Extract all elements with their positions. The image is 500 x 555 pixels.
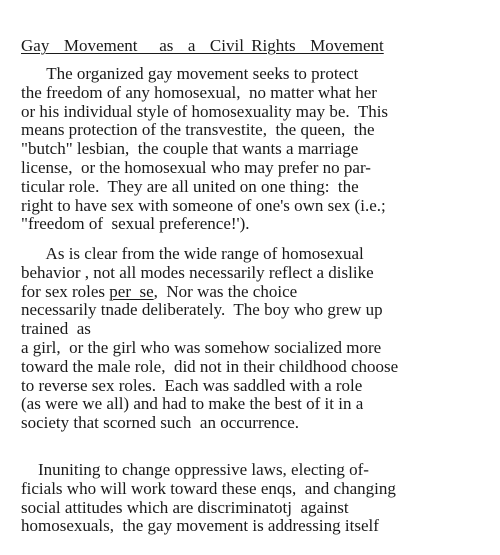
text-line: ficials who will work toward these enqs, and changing: [21, 478, 396, 498]
document-title: Gay Movement as a Civil Rights Movement: [21, 36, 384, 55]
text-line: social attitudes which are discriminatotj against: [21, 497, 349, 517]
paragraph-3: [21, 461, 396, 536]
text-line: Inuniting to change oppressive laws, electing of-: [21, 460, 369, 479]
text-line: behavior , not all modes necessarily reflect a dislike: [21, 262, 374, 282]
text-line: necessarily tnade deliberately. The boy who grew up: [21, 300, 383, 320]
text-line: a girl, or the girl who was somehow socialized more: [21, 337, 382, 357]
paragraph-2: [21, 245, 398, 433]
paragraph-1: [21, 65, 388, 234]
text-line: "freedom of sexual preference!').: [21, 214, 250, 234]
text-line: to reverse sex roles. Each was saddled with a role: [21, 375, 363, 395]
text-line: homosexuals, the gay movement is addressing itself: [21, 516, 379, 536]
text-line: (as were we all) and had to make the best of it in a: [21, 394, 364, 414]
text-line: or his individual style of homosexuality may be. This: [21, 101, 389, 121]
text-line: ticular role. They are all united on one thing: the: [21, 176, 359, 196]
text-line: license, or the homosexual who may prefer no par-: [21, 157, 371, 177]
text-line: right to have sex with someone of one's own sex (i.e.;: [21, 195, 386, 215]
text-line: "butch" lesbian, the couple that wants a marriage: [21, 139, 359, 159]
text-line: means protection of the transvestite, the queen, the: [21, 120, 375, 140]
text-line: toward the male role, did not in their childhood choose: [21, 356, 399, 376]
text-line: trained as: [21, 319, 91, 339]
text-segment: for sex roles: [21, 281, 110, 301]
text-line: As is clear from the wide range of homosexual: [21, 244, 364, 263]
text-line-with-emphasis: [21, 283, 398, 302]
text-line: the freedom of any homosexual, no matter what her: [21, 82, 377, 102]
text-line: The organized gay movement seeks to protect: [21, 64, 359, 83]
underlined-phrase: per se: [109, 281, 154, 301]
text-line: society that scorned such an occurrence.: [21, 413, 300, 433]
text-segment: , Nor was the choice: [153, 281, 298, 301]
